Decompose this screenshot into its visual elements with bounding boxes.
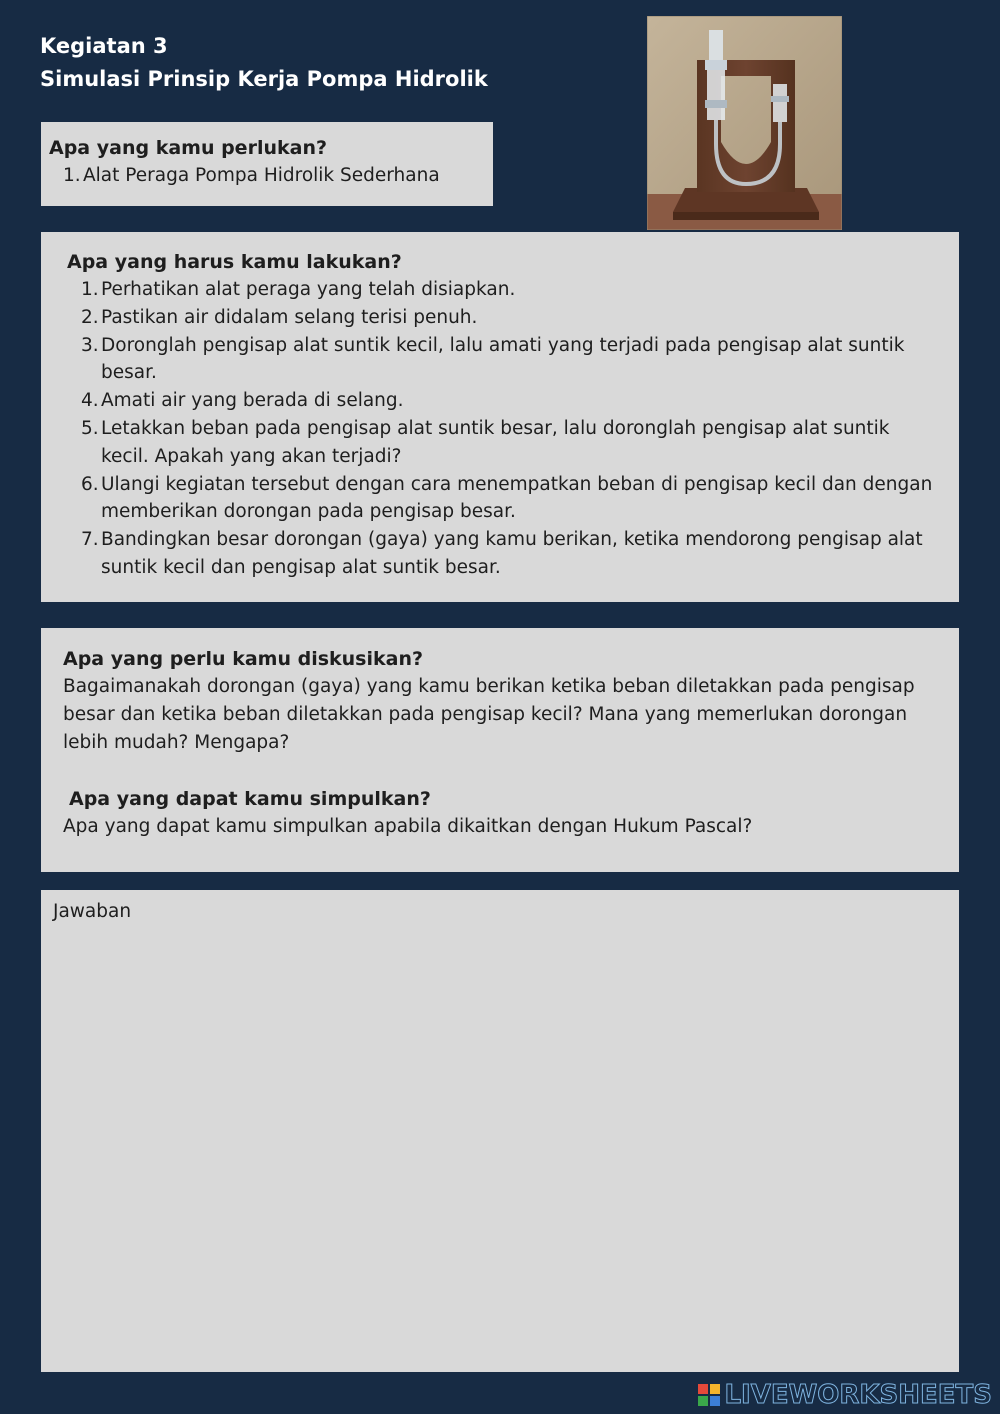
item-number: 5. <box>81 417 99 439</box>
item-text: Pastikan air didalam selang terisi penuh. <box>101 306 478 328</box>
discussion-text: Bagaimanakah dorongan (gaya) yang kamu berikan ketika beban diletakkan pada pengisap besar dan ketika beban diletakkan pada pengisap kecil? Mana yang memerlukan dorongan lebih mudah? Mengapa? <box>63 676 915 753</box>
item-text: Bandingkan besar dorongan (gaya) yang kamu berikan, ketika mendorong pengisap alat suntik kecil dan pengisap alat suntik besar. <box>101 529 923 578</box>
item-number: 1. <box>81 279 99 300</box>
spacer <box>63 757 935 785</box>
list-item <box>67 304 935 332</box>
item-number: 2. <box>81 306 99 328</box>
steps-heading: Apa yang harus kamu lakukan? <box>67 251 402 273</box>
conclusion-heading: Apa yang dapat kamu simpulkan? <box>69 788 431 810</box>
discussion-panel <box>41 628 959 872</box>
activity-number: Kegiatan 3 <box>40 34 168 58</box>
item-number: 4. <box>81 390 99 412</box>
list-item <box>67 471 935 527</box>
item-number: 6. <box>81 473 99 495</box>
item-text: Ulangi kegiatan tersebut dengan cara menempatkan beban di pengisap kecil dan dengan memberikan dorongan pada pengisap besar. <box>101 473 933 523</box>
list-item <box>67 526 935 582</box>
needs-list <box>49 162 485 190</box>
page-title <box>40 30 488 96</box>
item-text: Amati air yang berada di selang. <box>101 390 404 412</box>
hydraulic-pump-photo <box>647 16 842 230</box>
item-number: 3. <box>81 334 99 356</box>
liveworksheets-logo-icon <box>698 1384 720 1406</box>
answer-field[interactable] <box>41 890 959 1372</box>
answer-label: Jawaban <box>53 901 132 922</box>
list-item <box>67 276 935 304</box>
item-text: Alat Peraga Pompa Hidrolik Sederhana <box>83 165 440 186</box>
steps-panel <box>41 232 959 602</box>
item-text: Letakkan beban pada pengisap alat suntik besar, lalu doronglah pengisap alat suntik kecil. Apakah yang akan terjadi? <box>101 417 890 467</box>
list-item <box>67 387 935 415</box>
item-number: 7. <box>81 529 99 551</box>
item-text: Doronglah pengisap alat suntik kecil, lalu amati yang terjadi pada pengisap alat suntik besar. <box>101 334 905 384</box>
brand-text: LIVEWORKSHEETS <box>724 1380 992 1410</box>
list-item <box>67 332 935 388</box>
needs-heading: Apa yang kamu perlukan? <box>49 137 327 159</box>
conclusion-text: Apa yang dapat kamu simpulkan apabila dikaitkan dengan Hukum Pascal? <box>63 816 753 837</box>
discussion-heading: Apa yang perlu kamu diskusikan? <box>63 648 424 670</box>
list-item <box>49 162 485 190</box>
steps-list <box>67 276 935 582</box>
needs-panel <box>41 122 493 206</box>
list-item <box>67 415 935 471</box>
activity-title: Simulasi Prinsip Kerja Pompa Hidrolik <box>40 67 488 91</box>
liveworksheets-brand <box>698 1380 992 1410</box>
item-number: 1. <box>63 165 81 186</box>
item-text: Perhatikan alat peraga yang telah disiapkan. <box>101 279 516 300</box>
